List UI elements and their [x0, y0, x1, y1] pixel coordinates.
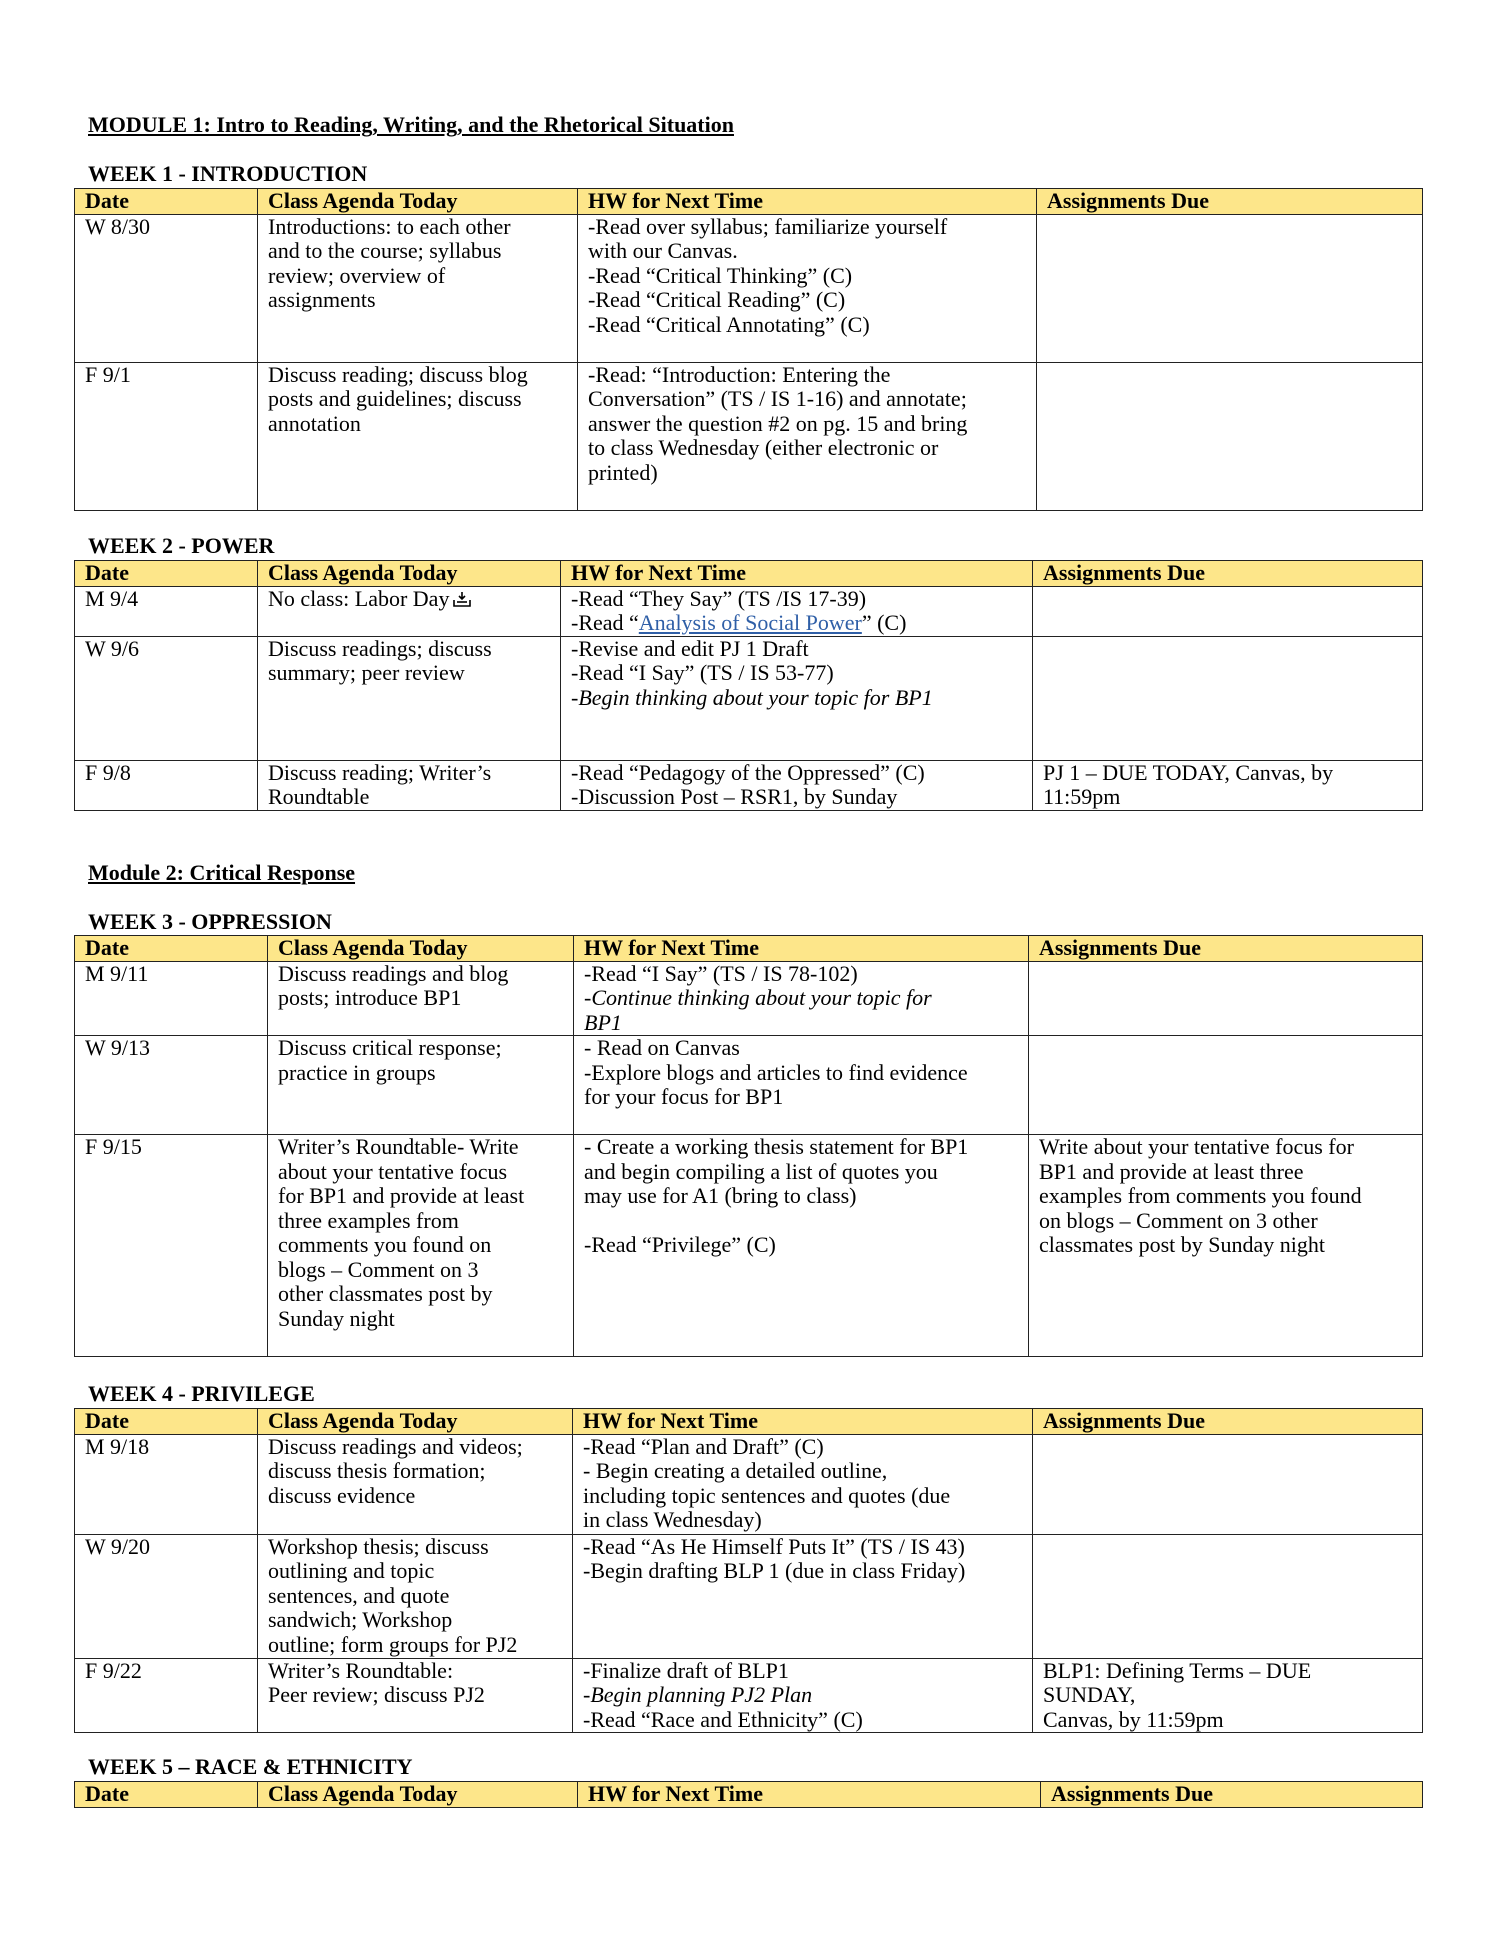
week-1-table — [74, 188, 1423, 511]
week-2-table — [74, 560, 1423, 811]
due-cell — [1029, 1036, 1423, 1135]
due-line: SUNDAY, — [1043, 1682, 1136, 1707]
agenda-line: comments you found on — [278, 1232, 492, 1257]
agenda-cell — [258, 586, 561, 636]
agenda-cell — [268, 1036, 574, 1135]
due-cell — [1033, 760, 1423, 810]
hw-line: answer the question #2 on pg. 15 and bring — [588, 410, 968, 436]
hw-line: -Explore blogs and articles to find evidence — [584, 1059, 968, 1085]
hw-cell — [574, 961, 1029, 1036]
col-date-header: Date — [75, 561, 258, 587]
tray-icon — [453, 588, 471, 604]
hw-cell — [573, 1658, 1033, 1733]
agenda-line: Discuss reading; discuss blog — [268, 361, 528, 387]
analysis-of-social-power-link[interactable]: Analysis of Social Power — [638, 610, 862, 635]
date-cell: F 9/8 — [75, 760, 258, 810]
col-date-header: Date — [75, 1409, 258, 1435]
hw-line — [584, 1209, 1018, 1234]
agenda-line: sandwich; Workshop — [268, 1607, 453, 1632]
hw-cell — [561, 586, 1033, 636]
hw-line: - Read on Canvas — [584, 1035, 740, 1060]
header-row — [75, 1782, 1423, 1808]
agenda-line: Discuss readings; discuss — [268, 635, 492, 661]
hw-line: may use for A1 (bring to class) — [584, 1183, 857, 1208]
col-due-header: Assignments Due — [1033, 1409, 1423, 1435]
hw-line: -Read “Plan and Draft” (C) — [583, 1433, 824, 1459]
due-cell — [1029, 1135, 1423, 1357]
hw-cell — [561, 760, 1033, 810]
due-line: Write about your tentative focus for — [1039, 1134, 1354, 1159]
table-row — [75, 1658, 1423, 1733]
hw-cell — [573, 1434, 1033, 1534]
week-5-table — [74, 1781, 1423, 1808]
hw-line: with our Canvas. — [588, 238, 738, 263]
agenda-line: three examples from — [278, 1207, 459, 1233]
hw-line: -Read “Critical Thinking” (C) — [588, 262, 853, 288]
due-line: Canvas, by 11:59pm — [1043, 1706, 1224, 1732]
agenda-line: discuss evidence — [268, 1482, 416, 1508]
due-line: BLP1: Defining Terms – DUE — [1043, 1657, 1312, 1683]
agenda-cell — [258, 362, 578, 510]
agenda-line: posts and guidelines; discuss — [268, 386, 522, 411]
col-date-header: Date — [75, 189, 258, 215]
week-4-title: WEEK 4 - PRIVILEGE — [88, 1381, 315, 1406]
due-line: examples from comments you found — [1039, 1183, 1362, 1208]
agenda-cell — [258, 636, 561, 760]
hw-line: -Read “I Say” (TS / IS 53-77) — [571, 660, 834, 685]
col-hw-header: HW for Next Time — [578, 189, 1037, 215]
hw-line: -Revise and edit PJ 1 Draft — [571, 635, 809, 661]
hw-cell — [561, 636, 1033, 760]
due-line: on blogs – Comment on 3 other — [1039, 1207, 1318, 1233]
agenda-line: Discuss readings and blog — [278, 960, 509, 986]
col-date-header: Date — [75, 1782, 258, 1808]
agenda-line: posts; introduce BP1 — [278, 985, 462, 1010]
date-cell: M 9/11 — [75, 961, 268, 1036]
table-row — [75, 1534, 1423, 1658]
agenda-line: Roundtable — [268, 784, 370, 809]
col-hw-header: HW for Next Time — [574, 936, 1029, 962]
table-row — [75, 636, 1423, 760]
agenda-line: and to the course; syllabus — [268, 238, 502, 263]
hw-line: -Read “Privilege” (C) — [584, 1232, 776, 1257]
hw-line: - Create a working thesis statement for BP1 — [584, 1134, 969, 1159]
hw-line: -Finalize draft of BLP1 — [583, 1657, 789, 1683]
agenda-cell — [258, 1534, 573, 1658]
date-cell: F 9/15 — [75, 1135, 268, 1357]
agenda-line: for BP1 and provide at least — [278, 1183, 525, 1208]
agenda-cell — [258, 1434, 573, 1534]
module-1-heading: MODULE 1: Intro to Reading, Writing, and the Rhetorical Situation — [88, 112, 734, 137]
hw-cell — [573, 1534, 1033, 1658]
col-agenda-header: Class Agenda Today — [258, 1782, 578, 1808]
agenda-line: review; overview of — [268, 262, 446, 288]
hw-line: to class Wednesday (either electronic or — [588, 435, 939, 460]
due-line: 11:59pm — [1043, 784, 1121, 809]
header-row — [75, 189, 1423, 215]
hw-line: in class Wednesday) — [583, 1507, 762, 1532]
agenda-cell — [258, 760, 561, 810]
agenda-line: outline; form groups for PJ2 — [268, 1631, 518, 1657]
agenda-line: practice in groups — [278, 1059, 436, 1085]
due-cell — [1033, 586, 1423, 636]
agenda-line: Introductions: to each other — [268, 213, 511, 239]
table-row — [75, 1135, 1423, 1357]
hw-line: BP1 — [584, 1009, 622, 1035]
agenda-line: discuss thesis formation; — [268, 1458, 486, 1483]
date-cell: F 9/1 — [75, 362, 258, 510]
due-cell — [1033, 636, 1423, 760]
agenda-line: Workshop thesis; discuss — [268, 1533, 489, 1559]
agenda-line: Sunday night — [278, 1305, 395, 1331]
table-row — [75, 586, 1423, 636]
agenda-line: other classmates post by — [278, 1281, 493, 1306]
hw-line: -Read over syllabus; familiarize yourself — [588, 213, 948, 239]
due-cell — [1037, 214, 1423, 362]
agenda-line: annotation — [268, 410, 361, 436]
week-1-title: WEEK 1 - INTRODUCTION — [88, 161, 368, 186]
hw-cell — [574, 1135, 1029, 1357]
agenda-line: outlining and topic — [268, 1558, 435, 1583]
table-row — [75, 362, 1423, 510]
agenda-line: Writer’s Roundtable: — [268, 1657, 454, 1683]
col-due-header: Assignments Due — [1033, 561, 1423, 587]
col-hw-header: HW for Next Time — [561, 561, 1033, 587]
table-row — [75, 1434, 1423, 1534]
col-date-header: Date — [75, 936, 268, 962]
table-row — [75, 760, 1423, 810]
hw-line: -Begin thinking about your topic for BP1 — [571, 684, 933, 710]
hw-line: -Begin drafting BLP 1 (due in class Friday) — [583, 1558, 966, 1583]
date-cell: W 9/13 — [75, 1036, 268, 1135]
week-3-table — [74, 935, 1423, 1357]
table-row — [75, 961, 1423, 1036]
hw-line: -Read “Pedagogy of the Oppressed” (C) — [571, 759, 925, 785]
agenda-line: Discuss critical response; — [278, 1035, 502, 1060]
agenda-cell — [258, 1658, 573, 1733]
agenda-cell — [268, 1135, 574, 1357]
week-2-title: WEEK 2 - POWER — [88, 533, 275, 558]
agenda-line: assignments — [268, 287, 376, 312]
hw-line: - Begin creating a detailed outline, — [583, 1458, 888, 1483]
hw-line: -Read “Race and Ethnicity” (C) — [583, 1706, 863, 1732]
hw-line: for your focus for BP1 — [584, 1084, 784, 1109]
week-4-table — [74, 1408, 1423, 1733]
hw-line: Conversation” (TS / IS 1-16) and annotate; — [588, 386, 967, 411]
col-hw-header: HW for Next Time — [573, 1409, 1033, 1435]
hw-line: -Continue thinking about your topic for — [584, 985, 932, 1010]
agenda-cell — [258, 214, 578, 362]
hw-line: -Read “Critical Annotating” (C) — [588, 311, 870, 337]
agenda-line: No class: Labor Day — [268, 585, 450, 611]
col-due-header: Assignments Due — [1037, 189, 1423, 215]
hw-cell — [578, 362, 1037, 510]
col-agenda-header: Class Agenda Today — [258, 189, 578, 215]
due-cell — [1029, 961, 1423, 1036]
hw-line: -Read “Critical Reading” (C) — [588, 287, 846, 312]
hw-line: printed) — [588, 459, 658, 485]
hw-line: -Read: “Introduction: Entering the — [588, 361, 891, 387]
agenda-line: blogs – Comment on 3 — [278, 1256, 479, 1282]
agenda-line: sentences, and quote — [268, 1582, 450, 1608]
agenda-line: about your tentative focus — [278, 1158, 508, 1184]
due-cell — [1033, 1434, 1423, 1534]
hw-line: -Discussion Post – RSR1, by Sunday — [571, 784, 898, 809]
hw-line: and begin compiling a list of quotes you — [584, 1158, 938, 1184]
agenda-line: Writer’s Roundtable- Write — [278, 1134, 519, 1159]
col-agenda-header: Class Agenda Today — [258, 561, 561, 587]
agenda-cell — [268, 961, 574, 1036]
hw-cell — [574, 1036, 1029, 1135]
col-hw-header: HW for Next Time — [578, 1782, 1041, 1808]
col-agenda-header: Class Agenda Today — [258, 1409, 573, 1435]
table-row — [75, 214, 1423, 362]
hw-cell — [578, 214, 1037, 362]
date-cell: M 9/18 — [75, 1434, 258, 1534]
agenda-line: Discuss readings and videos; — [268, 1433, 523, 1459]
due-cell — [1033, 1534, 1423, 1658]
due-line: PJ 1 – DUE TODAY, Canvas, by — [1043, 759, 1334, 785]
module-2-heading: Module 2: Critical Response — [88, 860, 356, 885]
agenda-line: Discuss reading; Writer’s — [268, 759, 492, 785]
due-line: classmates post by Sunday night — [1039, 1232, 1325, 1257]
date-cell: F 9/22 — [75, 1658, 258, 1733]
due-cell — [1037, 362, 1423, 510]
due-line: BP1 and provide at least three — [1039, 1158, 1304, 1184]
hw-line: -Begin planning PJ2 Plan — [583, 1682, 813, 1707]
hw-line: -Read “They Say” (TS /IS 17-39) — [571, 585, 867, 611]
week-3-title: WEEK 3 - OPPRESSION — [88, 909, 332, 934]
date-cell: W 9/6 — [75, 636, 258, 760]
date-cell: W 8/30 — [75, 214, 258, 362]
hw-line: including topic sentences and quotes (due — [583, 1482, 951, 1508]
hw-line: -Read “Analysis of Social Power” (C) — [571, 610, 907, 635]
date-cell: M 9/4 — [75, 586, 258, 636]
week-5-title: WEEK 5 – RACE & ETHNICITY — [88, 1754, 413, 1779]
header-row — [75, 1409, 1423, 1435]
col-due-header: Assignments Due — [1029, 936, 1423, 962]
due-cell — [1033, 1658, 1423, 1733]
table-row — [75, 1036, 1423, 1135]
header-row — [75, 561, 1423, 587]
col-agenda-header: Class Agenda Today — [268, 936, 574, 962]
date-cell: W 9/20 — [75, 1534, 258, 1658]
header-row — [75, 936, 1423, 962]
agenda-line: summary; peer review — [268, 660, 465, 685]
hw-line: -Read “As He Himself Puts It” (TS / IS 43) — [583, 1533, 965, 1559]
hw-line: -Read “I Say” (TS / IS 78-102) — [584, 960, 858, 986]
agenda-line: Peer review; discuss PJ2 — [268, 1682, 485, 1707]
col-due-header: Assignments Due — [1041, 1782, 1423, 1808]
